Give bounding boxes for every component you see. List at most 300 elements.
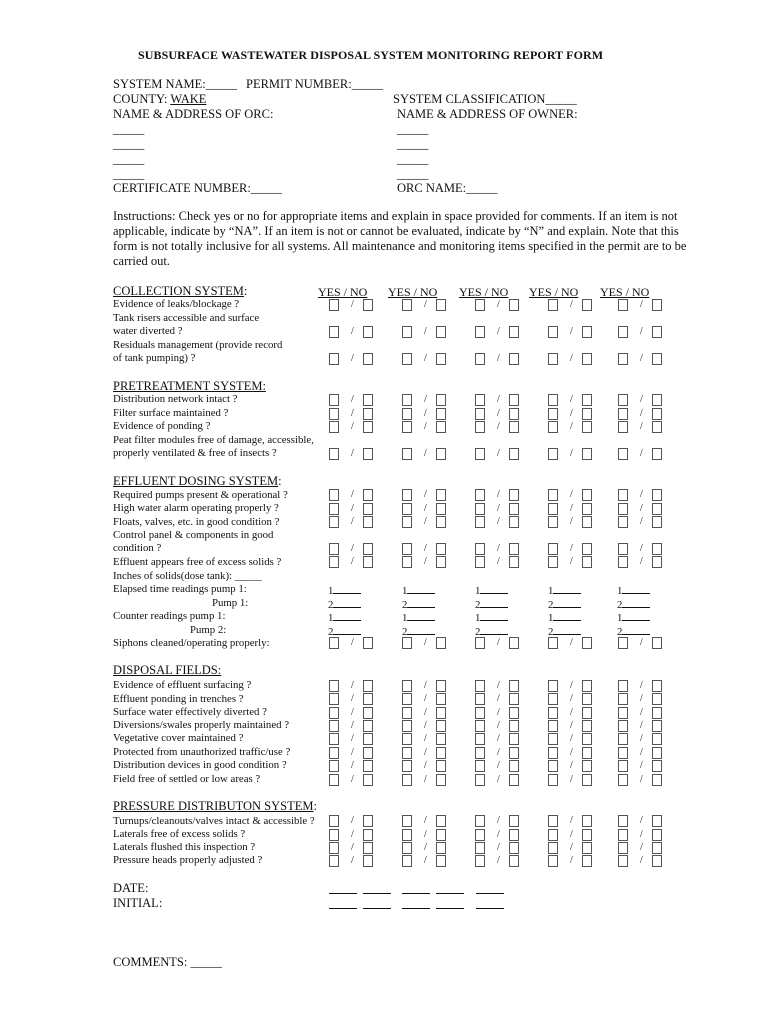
no-checkbox[interactable]: [363, 503, 373, 515]
yes-checkbox[interactable]: [329, 855, 339, 867]
owner-address-line[interactable]: _____: [397, 122, 429, 136]
no-checkbox[interactable]: [582, 408, 592, 420]
initial-line[interactable]: [329, 908, 357, 909]
yes-checkbox[interactable]: [618, 747, 628, 759]
yes-checkbox[interactable]: [329, 760, 339, 772]
date-line[interactable]: [436, 893, 464, 894]
pump-reading-field[interactable]: [617, 624, 650, 639]
no-checkbox[interactable]: [509, 353, 519, 365]
no-checkbox[interactable]: [436, 556, 446, 568]
no-checkbox[interactable]: [436, 489, 446, 501]
date-line[interactable]: [329, 893, 357, 894]
yes-checkbox[interactable]: [402, 815, 412, 827]
no-checkbox[interactable]: [652, 489, 662, 501]
no-checkbox[interactable]: [509, 637, 519, 649]
no-checkbox[interactable]: [582, 680, 592, 692]
no-checkbox[interactable]: [509, 326, 519, 338]
no-checkbox[interactable]: [509, 556, 519, 568]
no-checkbox[interactable]: [363, 394, 373, 406]
no-checkbox[interactable]: [582, 815, 592, 827]
no-checkbox[interactable]: [509, 747, 519, 759]
yes-checkbox[interactable]: [329, 693, 339, 705]
yes-checkbox[interactable]: [618, 448, 628, 460]
yes-checkbox[interactable]: [475, 707, 485, 719]
no-checkbox[interactable]: [652, 760, 662, 772]
yes-checkbox[interactable]: [402, 503, 412, 515]
yes-checkbox[interactable]: [618, 353, 628, 365]
no-checkbox[interactable]: [363, 855, 373, 867]
no-checkbox[interactable]: [582, 421, 592, 433]
yes-checkbox[interactable]: [548, 720, 558, 732]
no-checkbox[interactable]: [509, 394, 519, 406]
date-line[interactable]: [402, 893, 430, 894]
yes-checkbox[interactable]: [402, 733, 412, 745]
no-checkbox[interactable]: [582, 353, 592, 365]
yes-checkbox[interactable]: [475, 543, 485, 555]
date-line[interactable]: [476, 893, 504, 894]
yes-checkbox[interactable]: [402, 448, 412, 460]
pump-reading-field[interactable]: [402, 583, 435, 598]
yes-checkbox[interactable]: [329, 680, 339, 692]
yes-checkbox[interactable]: [618, 855, 628, 867]
yes-checkbox[interactable]: [548, 760, 558, 772]
yes-checkbox[interactable]: [402, 516, 412, 528]
no-checkbox[interactable]: [436, 421, 446, 433]
no-checkbox[interactable]: [582, 503, 592, 515]
no-checkbox[interactable]: [363, 543, 373, 555]
yes-checkbox[interactable]: [548, 815, 558, 827]
permit-number-field[interactable]: PERMIT NUMBER:_____: [246, 77, 383, 91]
yes-checkbox[interactable]: [548, 394, 558, 406]
yes-checkbox[interactable]: [402, 693, 412, 705]
no-checkbox[interactable]: [436, 693, 446, 705]
yes-checkbox[interactable]: [402, 353, 412, 365]
orc-name-field[interactable]: ORC NAME:_____: [397, 181, 498, 195]
initial-line[interactable]: [436, 908, 464, 909]
no-checkbox[interactable]: [436, 720, 446, 732]
yes-checkbox[interactable]: [548, 326, 558, 338]
no-checkbox[interactable]: [436, 760, 446, 772]
no-checkbox[interactable]: [509, 829, 519, 841]
no-checkbox[interactable]: [436, 707, 446, 719]
no-checkbox[interactable]: [652, 556, 662, 568]
yes-checkbox[interactable]: [402, 543, 412, 555]
yes-checkbox[interactable]: [618, 394, 628, 406]
no-checkbox[interactable]: [436, 543, 446, 555]
yes-checkbox[interactable]: [475, 408, 485, 420]
date-line[interactable]: [363, 893, 391, 894]
no-checkbox[interactable]: [652, 693, 662, 705]
yes-checkbox[interactable]: [329, 299, 339, 311]
no-checkbox[interactable]: [652, 829, 662, 841]
yes-checkbox[interactable]: [329, 842, 339, 854]
reading-blank[interactable]: [407, 610, 435, 621]
no-checkbox[interactable]: [582, 693, 592, 705]
no-checkbox[interactable]: [582, 774, 592, 786]
no-checkbox[interactable]: [436, 408, 446, 420]
yes-checkbox[interactable]: [402, 421, 412, 433]
yes-checkbox[interactable]: [329, 489, 339, 501]
yes-checkbox[interactable]: [548, 299, 558, 311]
yes-checkbox[interactable]: [329, 556, 339, 568]
no-checkbox[interactable]: [582, 707, 592, 719]
no-checkbox[interactable]: [509, 543, 519, 555]
pump-reading-field[interactable]: [328, 583, 361, 598]
no-checkbox[interactable]: [436, 353, 446, 365]
yes-checkbox[interactable]: [618, 408, 628, 420]
yes-checkbox[interactable]: [402, 855, 412, 867]
yes-checkbox[interactable]: [548, 747, 558, 759]
no-checkbox[interactable]: [363, 720, 373, 732]
yes-checkbox[interactable]: [548, 733, 558, 745]
yes-checkbox[interactable]: [548, 855, 558, 867]
yes-checkbox[interactable]: [548, 448, 558, 460]
yes-checkbox[interactable]: [548, 543, 558, 555]
yes-checkbox[interactable]: [548, 829, 558, 841]
no-checkbox[interactable]: [509, 680, 519, 692]
yes-checkbox[interactable]: [548, 680, 558, 692]
no-checkbox[interactable]: [509, 448, 519, 460]
no-checkbox[interactable]: [436, 829, 446, 841]
yes-checkbox[interactable]: [329, 503, 339, 515]
reading-blank[interactable]: [480, 610, 508, 621]
no-checkbox[interactable]: [652, 543, 662, 555]
yes-checkbox[interactable]: [618, 421, 628, 433]
system-classification-field[interactable]: SYSTEM CLASSIFICATION_____: [393, 92, 577, 106]
no-checkbox[interactable]: [652, 394, 662, 406]
no-checkbox[interactable]: [509, 855, 519, 867]
yes-checkbox[interactable]: [548, 353, 558, 365]
yes-checkbox[interactable]: [475, 760, 485, 772]
yes-checkbox[interactable]: [402, 829, 412, 841]
no-checkbox[interactable]: [652, 707, 662, 719]
yes-checkbox[interactable]: [618, 556, 628, 568]
no-checkbox[interactable]: [509, 720, 519, 732]
pump-reading-field[interactable]: [617, 610, 650, 625]
yes-checkbox[interactable]: [548, 842, 558, 854]
pump-reading-field[interactable]: [475, 624, 508, 639]
reading-blank[interactable]: [622, 597, 650, 608]
pump-reading-field[interactable]: [617, 583, 650, 598]
yes-checkbox[interactable]: [329, 774, 339, 786]
no-checkbox[interactable]: [436, 815, 446, 827]
yes-checkbox[interactable]: [402, 556, 412, 568]
pump-reading-field[interactable]: [328, 624, 361, 639]
system-name-field[interactable]: SYSTEM NAME:_____: [113, 77, 237, 91]
yes-checkbox[interactable]: [618, 516, 628, 528]
yes-checkbox[interactable]: [618, 720, 628, 732]
no-checkbox[interactable]: [363, 516, 373, 528]
yes-checkbox[interactable]: [329, 720, 339, 732]
no-checkbox[interactable]: [363, 693, 373, 705]
no-checkbox[interactable]: [363, 747, 373, 759]
no-checkbox[interactable]: [363, 408, 373, 420]
no-checkbox[interactable]: [363, 326, 373, 338]
yes-checkbox[interactable]: [475, 394, 485, 406]
yes-checkbox[interactable]: [329, 733, 339, 745]
yes-checkbox[interactable]: [618, 760, 628, 772]
pump-reading-field[interactable]: [402, 624, 435, 639]
yes-checkbox[interactable]: [402, 394, 412, 406]
no-checkbox[interactable]: [582, 543, 592, 555]
no-checkbox[interactable]: [363, 733, 373, 745]
yes-checkbox[interactable]: [329, 543, 339, 555]
no-checkbox[interactable]: [509, 707, 519, 719]
no-checkbox[interactable]: [582, 733, 592, 745]
no-checkbox[interactable]: [509, 774, 519, 786]
yes-checkbox[interactable]: [475, 516, 485, 528]
reading-blank[interactable]: [480, 624, 508, 635]
yes-checkbox[interactable]: [475, 448, 485, 460]
no-checkbox[interactable]: [509, 733, 519, 745]
no-checkbox[interactable]: [652, 815, 662, 827]
comments-field[interactable]: [113, 955, 222, 970]
yes-checkbox[interactable]: [548, 421, 558, 433]
owner-address-line[interactable]: _____: [397, 167, 429, 181]
yes-checkbox[interactable]: [618, 326, 628, 338]
county-field[interactable]: [113, 92, 206, 107]
no-checkbox[interactable]: [436, 394, 446, 406]
yes-checkbox[interactable]: [618, 815, 628, 827]
yes-checkbox[interactable]: [402, 842, 412, 854]
no-checkbox[interactable]: [652, 448, 662, 460]
yes-checkbox[interactable]: [475, 733, 485, 745]
reading-blank[interactable]: [553, 597, 581, 608]
yes-checkbox[interactable]: [329, 394, 339, 406]
reading-blank[interactable]: [553, 583, 581, 594]
reading-blank[interactable]: [333, 597, 361, 608]
no-checkbox[interactable]: [652, 680, 662, 692]
no-checkbox[interactable]: [436, 326, 446, 338]
yes-checkbox[interactable]: [618, 503, 628, 515]
no-checkbox[interactable]: [652, 353, 662, 365]
yes-checkbox[interactable]: [548, 707, 558, 719]
no-checkbox[interactable]: [436, 637, 446, 649]
no-checkbox[interactable]: [652, 408, 662, 420]
yes-checkbox[interactable]: [475, 299, 485, 311]
no-checkbox[interactable]: [363, 707, 373, 719]
no-checkbox[interactable]: [652, 326, 662, 338]
yes-checkbox[interactable]: [475, 815, 485, 827]
no-checkbox[interactable]: [582, 855, 592, 867]
yes-checkbox[interactable]: [618, 707, 628, 719]
yes-checkbox[interactable]: [329, 815, 339, 827]
no-checkbox[interactable]: [363, 680, 373, 692]
reading-blank[interactable]: [333, 610, 361, 621]
yes-checkbox[interactable]: [618, 774, 628, 786]
yes-checkbox[interactable]: [475, 829, 485, 841]
yes-checkbox[interactable]: [402, 747, 412, 759]
yes-checkbox[interactable]: [475, 556, 485, 568]
yes-checkbox[interactable]: [548, 693, 558, 705]
no-checkbox[interactable]: [582, 829, 592, 841]
no-checkbox[interactable]: [582, 842, 592, 854]
yes-checkbox[interactable]: [402, 489, 412, 501]
no-checkbox[interactable]: [363, 774, 373, 786]
yes-checkbox[interactable]: [329, 747, 339, 759]
reading-blank[interactable]: [407, 583, 435, 594]
no-checkbox[interactable]: [582, 556, 592, 568]
no-checkbox[interactable]: [582, 637, 592, 649]
certificate-number-field[interactable]: CERTIFICATE NUMBER:_____: [113, 181, 283, 195]
reading-blank[interactable]: [333, 624, 361, 635]
yes-checkbox[interactable]: [402, 720, 412, 732]
reading-blank[interactable]: [480, 583, 508, 594]
no-checkbox[interactable]: [509, 693, 519, 705]
yes-checkbox[interactable]: [329, 408, 339, 420]
no-checkbox[interactable]: [582, 299, 592, 311]
no-checkbox[interactable]: [582, 448, 592, 460]
no-checkbox[interactable]: [652, 421, 662, 433]
orc-address-line[interactable]: _____: [113, 137, 145, 151]
no-checkbox[interactable]: [436, 733, 446, 745]
pump-reading-field[interactable]: [548, 624, 581, 639]
reading-blank[interactable]: [407, 624, 435, 635]
no-checkbox[interactable]: [652, 774, 662, 786]
no-checkbox[interactable]: [582, 720, 592, 732]
orc-address-line[interactable]: _____: [113, 122, 145, 136]
no-checkbox[interactable]: [509, 489, 519, 501]
no-checkbox[interactable]: [436, 503, 446, 515]
no-checkbox[interactable]: [363, 489, 373, 501]
yes-checkbox[interactable]: [475, 720, 485, 732]
no-checkbox[interactable]: [509, 408, 519, 420]
no-checkbox[interactable]: [363, 637, 373, 649]
pump-reading-field[interactable]: [402, 610, 435, 625]
yes-checkbox[interactable]: [402, 326, 412, 338]
yes-checkbox[interactable]: [329, 707, 339, 719]
yes-checkbox[interactable]: [475, 693, 485, 705]
yes-checkbox[interactable]: [618, 680, 628, 692]
yes-checkbox[interactable]: [402, 774, 412, 786]
yes-checkbox[interactable]: [329, 448, 339, 460]
no-checkbox[interactable]: [436, 855, 446, 867]
no-checkbox[interactable]: [363, 299, 373, 311]
no-checkbox[interactable]: [509, 421, 519, 433]
reading-blank[interactable]: [622, 583, 650, 594]
initial-line[interactable]: [476, 908, 504, 909]
reading-blank[interactable]: [407, 597, 435, 608]
yes-checkbox[interactable]: [548, 503, 558, 515]
yes-checkbox[interactable]: [618, 489, 628, 501]
no-checkbox[interactable]: [363, 842, 373, 854]
reading-blank[interactable]: [622, 610, 650, 621]
yes-checkbox[interactable]: [475, 489, 485, 501]
yes-checkbox[interactable]: [475, 421, 485, 433]
yes-checkbox[interactable]: [402, 707, 412, 719]
pump-reading-field[interactable]: [548, 583, 581, 598]
no-checkbox[interactable]: [436, 774, 446, 786]
pump-reading-field[interactable]: [328, 610, 361, 625]
no-checkbox[interactable]: [652, 516, 662, 528]
no-checkbox[interactable]: [363, 353, 373, 365]
yes-checkbox[interactable]: [402, 680, 412, 692]
no-checkbox[interactable]: [582, 747, 592, 759]
no-checkbox[interactable]: [509, 760, 519, 772]
pump-reading-field[interactable]: [475, 610, 508, 625]
yes-checkbox[interactable]: [329, 326, 339, 338]
yes-checkbox[interactable]: [475, 680, 485, 692]
no-checkbox[interactable]: [652, 720, 662, 732]
no-checkbox[interactable]: [582, 760, 592, 772]
no-checkbox[interactable]: [652, 503, 662, 515]
yes-checkbox[interactable]: [548, 516, 558, 528]
reading-blank[interactable]: [480, 597, 508, 608]
no-checkbox[interactable]: [363, 815, 373, 827]
reading-blank[interactable]: [333, 583, 361, 594]
yes-checkbox[interactable]: [618, 299, 628, 311]
no-checkbox[interactable]: [363, 556, 373, 568]
no-checkbox[interactable]: [652, 733, 662, 745]
yes-checkbox[interactable]: [329, 353, 339, 365]
yes-checkbox[interactable]: [618, 829, 628, 841]
no-checkbox[interactable]: [436, 680, 446, 692]
yes-checkbox[interactable]: [618, 842, 628, 854]
yes-checkbox[interactable]: [475, 353, 485, 365]
initial-line[interactable]: [363, 908, 391, 909]
yes-checkbox[interactable]: [618, 693, 628, 705]
reading-blank[interactable]: [553, 624, 581, 635]
yes-checkbox[interactable]: [402, 760, 412, 772]
yes-checkbox[interactable]: [548, 556, 558, 568]
yes-checkbox[interactable]: [402, 408, 412, 420]
no-checkbox[interactable]: [582, 516, 592, 528]
no-checkbox[interactable]: [363, 421, 373, 433]
yes-checkbox[interactable]: [329, 516, 339, 528]
yes-checkbox[interactable]: [475, 774, 485, 786]
yes-checkbox[interactable]: [548, 774, 558, 786]
orc-address-line[interactable]: _____: [113, 167, 145, 181]
yes-checkbox[interactable]: [475, 855, 485, 867]
no-checkbox[interactable]: [509, 516, 519, 528]
no-checkbox[interactable]: [436, 842, 446, 854]
initial-line[interactable]: [402, 908, 430, 909]
inches-solids-blank[interactable]: _____: [234, 570, 262, 582]
no-checkbox[interactable]: [436, 747, 446, 759]
pump-reading-field[interactable]: [475, 583, 508, 598]
pump-reading-field[interactable]: [548, 610, 581, 625]
reading-blank[interactable]: [622, 624, 650, 635]
no-checkbox[interactable]: [582, 326, 592, 338]
yes-checkbox[interactable]: [618, 733, 628, 745]
yes-checkbox[interactable]: [475, 326, 485, 338]
yes-checkbox[interactable]: [475, 503, 485, 515]
comments-blank[interactable]: _____: [190, 955, 222, 969]
no-checkbox[interactable]: [436, 516, 446, 528]
no-checkbox[interactable]: [652, 855, 662, 867]
no-checkbox[interactable]: [509, 503, 519, 515]
no-checkbox[interactable]: [582, 394, 592, 406]
no-checkbox[interactable]: [363, 448, 373, 460]
no-checkbox[interactable]: [652, 747, 662, 759]
no-checkbox[interactable]: [652, 299, 662, 311]
no-checkbox[interactable]: [363, 760, 373, 772]
orc-address-line[interactable]: _____: [113, 152, 145, 166]
yes-checkbox[interactable]: [618, 543, 628, 555]
owner-address-line[interactable]: _____: [397, 137, 429, 151]
no-checkbox[interactable]: [652, 637, 662, 649]
yes-checkbox[interactable]: [329, 829, 339, 841]
no-checkbox[interactable]: [652, 842, 662, 854]
no-checkbox[interactable]: [436, 299, 446, 311]
yes-checkbox[interactable]: [402, 299, 412, 311]
yes-checkbox[interactable]: [475, 747, 485, 759]
no-checkbox[interactable]: [436, 448, 446, 460]
yes-checkbox[interactable]: [329, 421, 339, 433]
reading-blank[interactable]: [553, 610, 581, 621]
no-checkbox[interactable]: [509, 299, 519, 311]
no-checkbox[interactable]: [363, 829, 373, 841]
